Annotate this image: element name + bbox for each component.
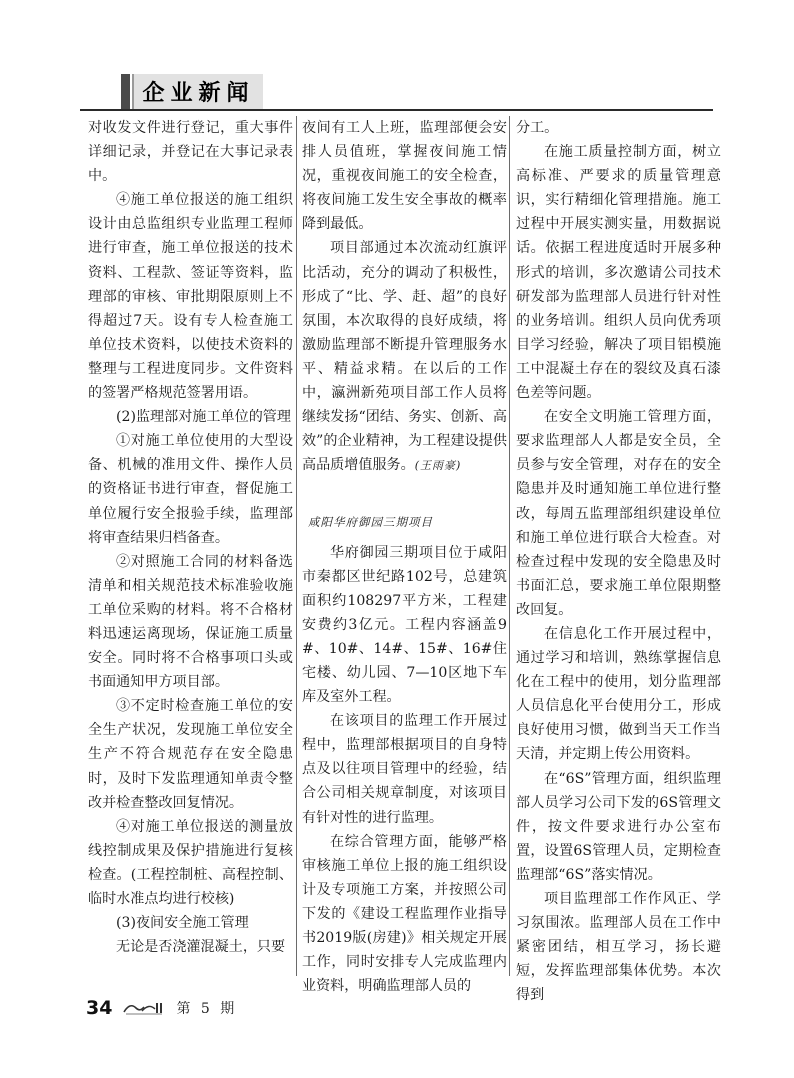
- paragraph: 华府御园三期项目位于咸阳市秦都区世纪路102号，总建筑面积约108297平方米，工程建安费约3亿元。工程内容涵盖9#、10#、14#、15#、16#住宅楼、幼儿园、7—10区地下车库及室外工程。: [302, 544, 507, 706]
- column-divider: [509, 116, 510, 976]
- paragraph-text: 项目部通过本次流动红旗评比活动，充分的调动了积极性，形成了“比、学、赶、超”的良好氛围，本次取得的良好成绩，将激励监理部不断提升管理服务水平、精益求精。在以后的工作中，瀛洲新苑项目部工作人员将继续发扬“团结、务实、创新、高效”的企业精神，为工程建设提供高品质增值服务。: [302, 240, 507, 474]
- paragraph: 对收发文件进行登记，重大事件详细记录，并登记在大事记录表中。: [88, 120, 293, 185]
- column-divider: [296, 116, 297, 976]
- paragraph: 在“6S”管理方面，组织监理部人员学习公司下发的6S管理文件，按文件要求进行办公室布置，设置6S管理人员，定期检查监理部“6S”落实情况。: [516, 770, 721, 883]
- subheading: (2)监理部对施工单位的管理: [116, 409, 291, 426]
- paragraph: 项目监理部工作作风正、学习氛围浓。监理部人员在工作中紧密团结，相互学习，扬长避短，发挥监理部集体优势。本次得到: [516, 891, 721, 1004]
- section-header: [121, 74, 261, 109]
- paragraph: 无论是否浇灌混凝土，只要: [116, 939, 286, 956]
- text-column-3: [516, 116, 721, 1004]
- paragraph: 在综合管理方面，能够严格审核施工单位上报的施工组织设计及专项施工方案，并按照公司下发的《建设工程监理作业指导书2019版(房建)》相关规定开展工作，同时安排专人完成监理内业资料，明确监理部人员的: [302, 833, 507, 995]
- issue-label: 第 5 期: [176, 1001, 238, 1017]
- page-footer: [86, 995, 237, 1021]
- article-author: (王雨豪): [414, 459, 462, 473]
- paragraph: 在施工质量控制方面，树立高标准、严要求的质量管理意识，实行精细化管理措施。施工过程中开展实测实量，用数据说话。依据工程进度适时开展多种形式的培训，多次邀请公司技术研发部为监理部人员进行针对性的业务培训。组织人员向优秀项目学习经验，解决了项目铝模施工中混凝土存在的裂纹及真石漆色差等问题。: [516, 144, 721, 402]
- text-column-2: [302, 116, 507, 995]
- section-title: 企业新闻: [142, 81, 255, 106]
- paragraph: ④施工单位报送的施工组织设计由总监组织专业监理工程师进行审查，施工单位报送的技术资料、工程款、签证等资料，监理部的审核、审批期限原则上不得超过7天。设有专人检查施工单位技术资料，以使技术资料的整理与工程进度同步。文件资料的签署严格规范签署用语。: [88, 192, 293, 402]
- paragraph: 分工。: [516, 120, 559, 136]
- paragraph: [302, 236, 507, 478]
- header-accent-bar: [121, 74, 130, 109]
- text-column-1: [88, 116, 293, 976]
- paragraph: 在信息化工作开展过程中，通过学习和培训，熟练掌握信息化在工程中的使用，划分监理部人员信息化平台使用分工，形成良好使用习惯，做到当天工作当天清，并定期上传公用资料。: [516, 625, 721, 763]
- page-number: 34: [86, 997, 113, 1019]
- paragraph: ①对施工单位使用的大型设备、机械的准用文件、操作人员的资格证书进行审查，督促施工单位履行安全报验手续，监理部将审查结果归档备查。: [88, 433, 293, 546]
- header-title-box: [132, 74, 263, 109]
- header-rule: [80, 109, 713, 111]
- paragraph: 在该项目的监理工作开展过程中，监理部根据项目的自身特点及以往项目管理中的经验，结合公司相关规章制度，对该项目有针对性的进行监理。: [302, 713, 507, 826]
- subheading: (3)夜间安全施工管理: [116, 915, 249, 932]
- magazine-logo-icon: [122, 999, 166, 1017]
- paragraph: ④对施工单位报送的测量放线控制成果及保护措施进行复核检查。(工程控制桩、高程控制、临时水准点均进行校核): [88, 818, 293, 907]
- paragraph: ③不定时检查施工单位的安全生产状况，发现施工单位安全生产不符合规范存在安全隐患时，及时下发监理通知单责令整改并检查整改回复情况。: [88, 698, 293, 811]
- paragraph: 夜间有工人上班，监理部便会安排人员值班，掌握夜间施工情况，重视夜间施工的安全检查，将夜间施工发生安全事故的概率降到最低。: [302, 120, 507, 233]
- paragraph: ②对照施工合同的材料备选清单和相关规范技术标准验收施工单位采购的材料。将不合格材料迅速运离现场，保证施工质量安全。同时将不合格事项口头或书面通知甲方项目部。: [88, 553, 293, 691]
- paragraph: 在安全文明施工管理方面，要求监理部人人都是安全员，全员参与安全管理，对存在的安全隐患并及时通知施工单位进行整改，每周五监理部组织建设单位和施工单位进行联合大检查。对检查过程中发现的安全隐患及时书面汇总，要求施工单位限期整改回复。: [516, 409, 721, 618]
- project-label: 咸阳华府御园三期项目: [308, 515, 433, 530]
